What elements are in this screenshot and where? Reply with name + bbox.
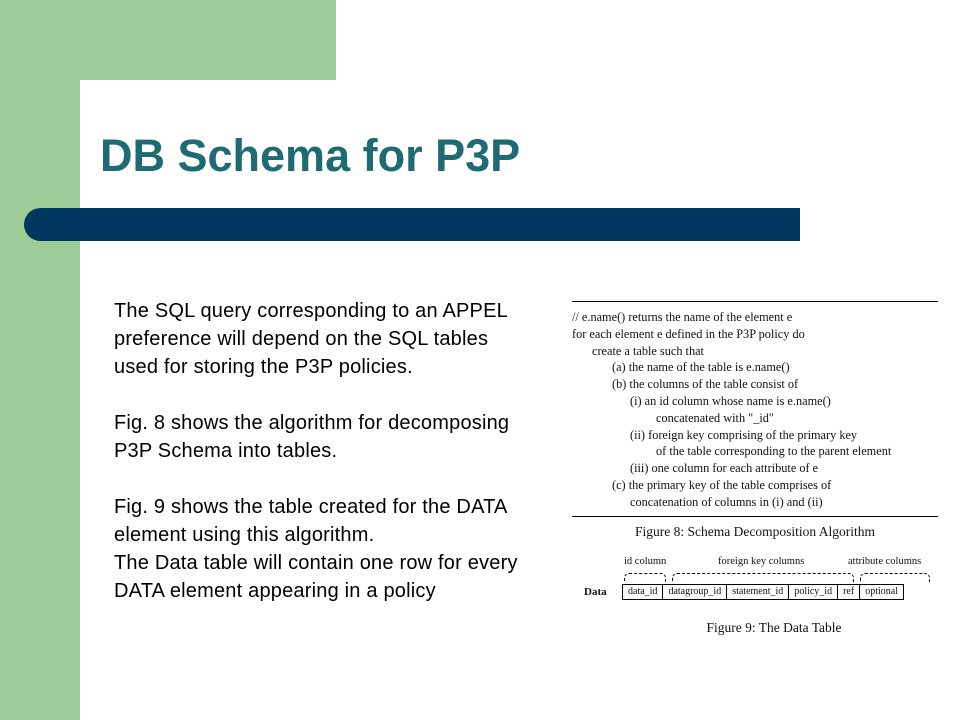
green-top-band bbox=[0, 0, 336, 80]
slide-title: DB Schema for P3P bbox=[100, 130, 521, 181]
paragraph: Fig. 9 shows the table created for the DATA element using this algorithm. bbox=[114, 496, 507, 546]
brace-icon bbox=[672, 573, 854, 582]
algorithm-line: (ii) foreign key comprising of the primary key bbox=[630, 427, 858, 442]
paragraph: The Data table will contain one row for every DATA element appearing in a policy bbox=[114, 552, 518, 602]
figure-8-caption: Figure 8: Schema Decomposition Algorithm bbox=[635, 523, 875, 539]
algorithm-line: (iii) one column for each attribute of e bbox=[630, 461, 819, 476]
algorithm-line: create a table such that bbox=[592, 343, 704, 358]
paragraph: The SQL query corresponding to an APPEL preference will depend on the SQL tables used for storing the P3P policies. bbox=[114, 300, 508, 378]
table-column: optional bbox=[865, 586, 898, 597]
table-column: datagroup_id bbox=[663, 585, 727, 599]
column-group-label: id column bbox=[624, 556, 667, 567]
algorithm-line: of the table corresponding to the parent element bbox=[656, 444, 892, 459]
table-column: data_id bbox=[623, 585, 663, 599]
table-column: policy_id bbox=[789, 585, 838, 599]
table-name: Data bbox=[584, 586, 607, 598]
slide-body bbox=[114, 297, 534, 605]
column-group-label: foreign key columns bbox=[718, 556, 805, 567]
column-group-braces bbox=[584, 570, 934, 584]
algorithm-line: (i) an id column whose name is e.name() bbox=[630, 393, 831, 408]
paragraph: Fig. 8 shows the algorithm for decomposing P3P Schema into tables. bbox=[114, 412, 510, 462]
algorithm-line: // e.name() returns the name of the element e bbox=[572, 310, 793, 324]
brace-icon bbox=[624, 573, 666, 582]
table-column: ref bbox=[838, 585, 860, 599]
table-columns bbox=[622, 584, 904, 600]
algorithm-line: (c) the primary key of the table comprises of bbox=[612, 477, 832, 492]
algorithm-line: concatenation of columns in (i) and (ii) bbox=[630, 494, 823, 509]
figure-9 bbox=[584, 556, 934, 636]
figure-9-caption: Figure 9: The Data Table bbox=[706, 620, 842, 635]
data-table bbox=[584, 584, 934, 600]
brace-icon bbox=[860, 573, 930, 582]
algorithm-line: (a) the name of the table is e.name() bbox=[612, 360, 790, 375]
title-underline-bar bbox=[24, 208, 800, 241]
column-group-labels bbox=[584, 556, 934, 570]
green-left-band bbox=[0, 0, 80, 720]
figure-8 bbox=[572, 301, 938, 540]
algorithm-line: concatenated with "_id" bbox=[656, 410, 774, 425]
algorithm-line: (b) the columns of the table consist of bbox=[612, 377, 799, 392]
table-column: statement_id bbox=[727, 585, 789, 599]
column-group-label: attribute columns bbox=[848, 556, 922, 567]
algorithm-line: for each element e defined in the P3P policy do bbox=[572, 326, 805, 341]
algorithm-listing bbox=[572, 302, 938, 516]
